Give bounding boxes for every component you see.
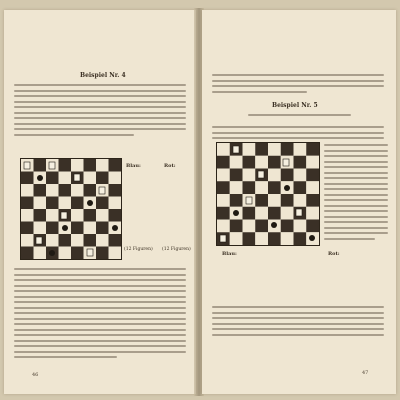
piece-list	[124, 162, 192, 262]
blue-label: Blau:	[222, 251, 237, 257]
blue-count: (12 Figuren)	[124, 247, 153, 252]
red-label: Rot:	[164, 163, 176, 169]
paragraph	[14, 268, 186, 362]
right-page	[202, 10, 396, 394]
red-label: Rot:	[328, 251, 340, 257]
page-number: 46	[32, 372, 39, 378]
page-heading: Beispiel Nr. 5	[272, 102, 318, 109]
red-count: (12 Figuren)	[162, 247, 191, 252]
paragraph	[212, 114, 384, 120]
piece-list	[218, 250, 388, 310]
page-heading: Beispiel Nr. 4	[80, 72, 126, 79]
paragraph	[324, 144, 388, 243]
paragraph	[212, 306, 384, 339]
board-grid	[21, 159, 121, 259]
page-number: 47	[362, 370, 369, 376]
paragraph	[14, 84, 186, 139]
chess-board-diagram	[20, 158, 122, 260]
chess-board-diagram	[216, 142, 320, 246]
left-page	[4, 10, 196, 394]
paragraph	[212, 74, 384, 96]
blue-label: Blau:	[126, 163, 141, 169]
paragraph	[212, 126, 384, 143]
board-grid	[217, 143, 319, 245]
